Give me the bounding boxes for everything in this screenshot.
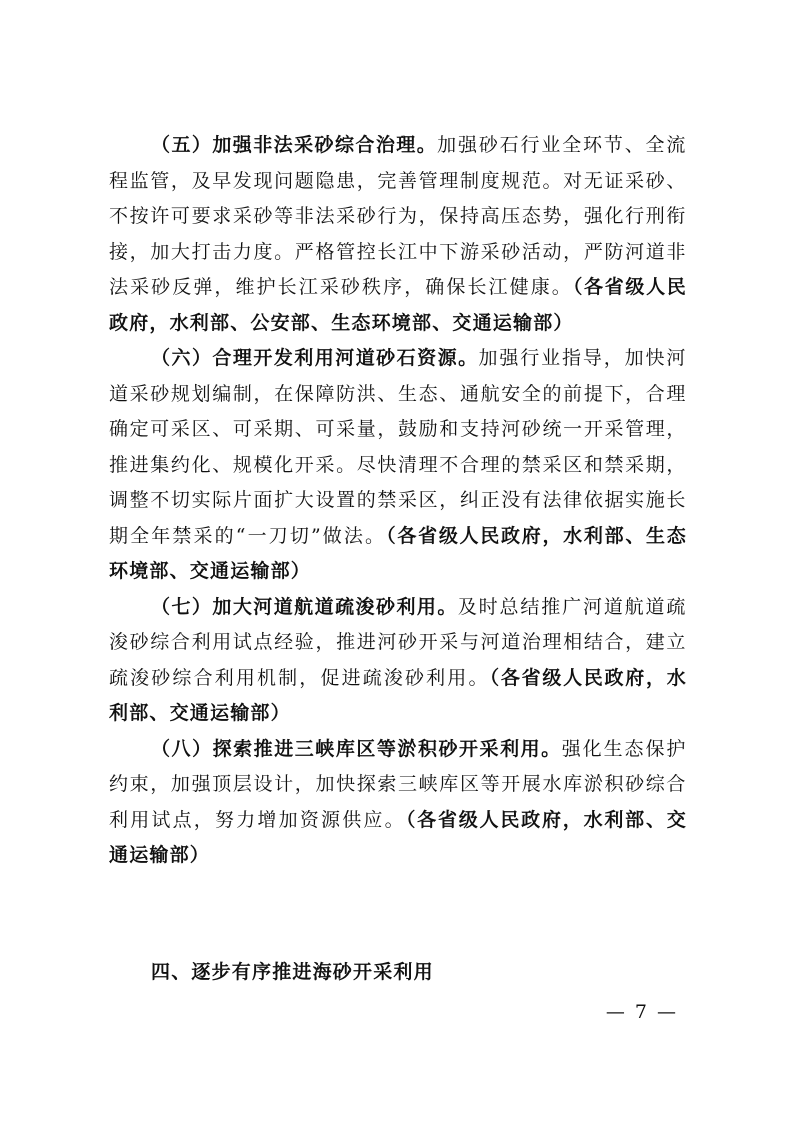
paragraph-eight-responsible: （各省级人民政府，水利部、交通运输部） xyxy=(109,808,687,866)
paragraph-five-heading: （五）加强非法采砂综合治理。 xyxy=(151,134,438,156)
paragraph-eight xyxy=(109,732,687,874)
paragraph-eight-heading: （八）探索推进三峡库区等淤积砂开采利用。 xyxy=(151,737,562,760)
paragraph-seven-responsible: （各省级人民政府，水利部、交通运输部） xyxy=(109,666,687,724)
paragraph-six xyxy=(109,341,687,590)
section-heading: 四、逐步有序推进海砂开采利用 xyxy=(151,961,434,983)
paragraph-six-heading: （六）合理开发利用河道砂石资源。 xyxy=(151,347,479,369)
paragraph-six-text: 加强行业指导，加快河道采砂规划编制，在保障防洪、生态、通航安全的前提下，合理确定可采区、可采期、可采量，鼓励和支持河砂统一开采管理，推进集约化、规模化开采。尽快清理不合理的禁采区和禁采期，调整不切实际片面扩大设置的禁采区，纠正没有法律依据实施长期全年禁采的“一刀切”做法。 xyxy=(109,347,687,547)
paragraph-seven xyxy=(109,590,687,732)
page-number: — 7 — xyxy=(605,1001,678,1023)
paragraph-five xyxy=(109,128,687,341)
paragraph-five-text: 加强砂石行业全环节、全流程监管，及早发现问题隐患，完善管理制度规范。对无证采砂、不按许可要求采砂等非法采砂行为，保持高压态势，强化行刑衔接，加大打击力度。严格管控长江中下游采砂活动，严防河道非法采砂反弹，维护长江采砂秩序，确保长江健康。 xyxy=(109,134,687,298)
paragraph-eight-text: 强化生态保护约束，加强顶层设计，加快探索三峡库区等开展水库淤积砂综合利用试点，努力增加资源供应。 xyxy=(109,737,687,831)
paragraph-five-responsible: （各省级人民政府，水利部、公安部、生态环境部、交通运输部） xyxy=(109,276,688,334)
paragraph-seven-text: 及时总结推广河道航道疏浚砂综合利用试点经验，推进河砂开采与河道治理相结合，建立疏浚砂综合利用机制，促进疏浚砂利用。 xyxy=(109,595,687,689)
document-body xyxy=(109,128,687,874)
paragraph-seven-heading: （七）加大河道航道疏浚砂利用。 xyxy=(151,595,458,618)
paragraph-six-responsible: （各省级人民政府，水利部、生态环境部、交通运输部） xyxy=(109,524,687,582)
